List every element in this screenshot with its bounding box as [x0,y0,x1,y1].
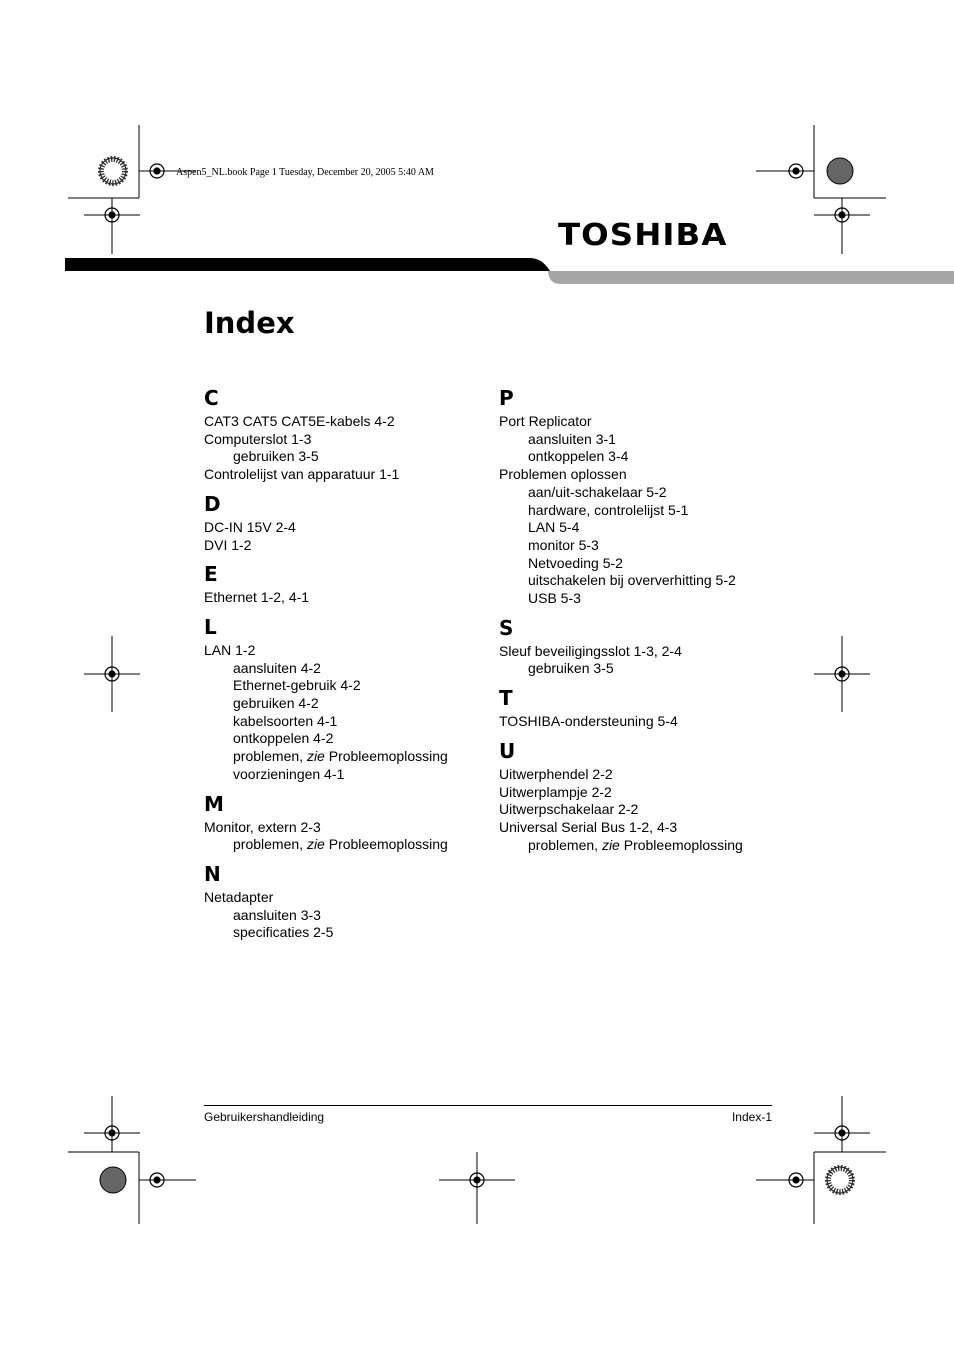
index-entry [499,784,779,802]
index-letter-heading: M [204,791,224,816]
entry-text: aan/uit-schakelaar 5-2 [528,483,667,500]
entry-text: ontkoppelen 4-2 [233,730,334,747]
index-group [499,386,779,608]
index-subentry [204,730,484,748]
entry-text: voorzieningen 4-1 [233,765,345,782]
entry-text: Netadapter [204,888,274,905]
index-subentry [499,660,779,678]
entry-text: Sleuf beveiligingsslot 1-3, 2-4 [499,642,682,659]
entry-text: DVI 1-2 [204,536,252,553]
index-subentry [204,907,484,925]
entry-text: USB 5-3 [528,590,581,607]
index-subentry [499,502,779,520]
index-subentry [204,677,484,695]
entry-text: problemen, [233,748,307,765]
index-entry [499,801,779,819]
index-subentry [204,695,484,713]
index-group [204,562,484,607]
entry-text: gebruiken 4-2 [233,695,319,712]
entry-text: problemen, [528,836,602,853]
entry-text: aansluiten 3-3 [233,906,321,923]
index-group [499,739,779,855]
entry-text: problemen, [233,836,307,853]
footer-manual-title: Gebruikershandleiding [204,1110,325,1124]
index-subentry [499,590,779,608]
index-group [499,686,779,731]
entry-text: Controlelijst van apparatuur 1-1 [204,466,400,483]
index-entry [204,413,484,431]
entry-text: gebruiken 3-5 [528,660,614,677]
entry-text: Monitor, extern 2-3 [204,818,321,835]
index-entry [204,819,484,837]
index-entry [204,519,484,537]
entry-text: LAN 1-2 [204,641,256,658]
index-letter-heading: C [204,386,219,410]
index-entry [204,466,484,484]
index-group [204,386,484,484]
footer-rule [204,1105,772,1106]
index-subentry [499,572,779,590]
index-entry [204,889,484,907]
index-entry [204,642,484,660]
index-subentry [499,837,779,855]
entry-text: gebruiken 3-5 [233,448,319,465]
index-subentry [204,448,484,466]
index-subentry [204,766,484,784]
entry-text: aansluiten 3-1 [528,430,616,447]
entry-see-ref: zie [306,748,325,765]
entry-text: CAT3 CAT5 CAT5E-kabels 4-2 [204,413,395,429]
entry-text: Uitwerphendel 2-2 [499,765,613,782]
entry-text: Computerslot 1-3 [204,430,312,447]
index-column-left [204,386,484,950]
index-entry [499,643,779,661]
index-letter-heading: D [204,491,221,516]
index-letter-heading: S [499,615,514,640]
index-subentry [204,836,484,854]
index-subentry [499,537,779,555]
index-letter-heading: E [204,562,218,587]
entry-text: Uitwerpschakelaar 2-2 [499,801,639,818]
index-letter-heading: T [499,686,513,711]
entry-see-target: Probleemoplossing [324,836,448,853]
entry-text: TOSHIBA-ondersteuning 5-4 [499,713,678,730]
index-subentry [499,484,779,502]
index-subentry [204,924,484,942]
entry-text: LAN 5-4 [528,519,580,536]
entry-text: Netvoeding 5-2 [528,554,623,571]
entry-text: uitschakelen bij oververhitting 5-2 [528,572,736,589]
header-bar [0,0,954,290]
entry-text: hardware, controlelijst 5-1 [528,501,689,518]
entry-see-target: Probleemoplossing [619,836,743,853]
entry-text: Ethernet-gebruik 4-2 [233,677,361,694]
entry-text: Port Replicator [499,413,592,429]
index-subentry [204,660,484,678]
entry-see-target: Probleemoplossing [324,748,448,765]
index-entry [499,766,779,784]
print-slug: Aspen5_NL.book Page 1 Tuesday, December 20, 2005 5:40 AM [176,167,434,178]
index-subentry [499,448,779,466]
index-entry [204,589,484,607]
entry-text: ontkoppelen 3-4 [528,448,629,465]
index-group [204,792,484,854]
entry-see-ref: zie [306,836,325,853]
page-title: Index [204,306,295,340]
entry-text: kabelsoorten 4-1 [233,712,338,729]
index-column-right [499,386,779,862]
entry-text: DC-IN 15V 2-4 [204,518,296,535]
index-entry [204,537,484,555]
index-letter-heading: N [204,861,221,886]
entry-text: Problemen oplossen [499,466,627,483]
index-group [204,492,484,554]
footer-page-number: Index-1 [731,1110,772,1124]
index-subentry [204,748,484,766]
index-group [204,862,484,942]
entry-see-ref: zie [601,836,620,853]
index-letter-heading: U [499,738,516,763]
entry-text: aansluiten 4-2 [233,659,321,676]
index-entry [499,466,779,484]
index-subentry [499,519,779,537]
index-letter-heading: L [204,614,217,639]
index-entry [499,713,779,731]
index-entry [499,413,779,431]
entry-text: monitor 5-3 [528,536,599,553]
entry-text: Universal Serial Bus 1-2, 4-3 [499,818,678,835]
entry-text: Ethernet 1-2, 4-1 [204,589,310,606]
index-group [499,616,779,678]
index-group [204,615,484,784]
toshiba-logo: TOSHIBA [558,218,728,253]
index-entry [499,819,779,837]
index-entry [204,431,484,449]
entry-text: Uitwerplampje 2-2 [499,783,612,800]
entry-text: specificaties 2-5 [233,924,334,941]
index-letter-heading: P [499,386,514,410]
index-subentry [204,713,484,731]
index-subentry [499,431,779,449]
index-subentry [499,555,779,573]
